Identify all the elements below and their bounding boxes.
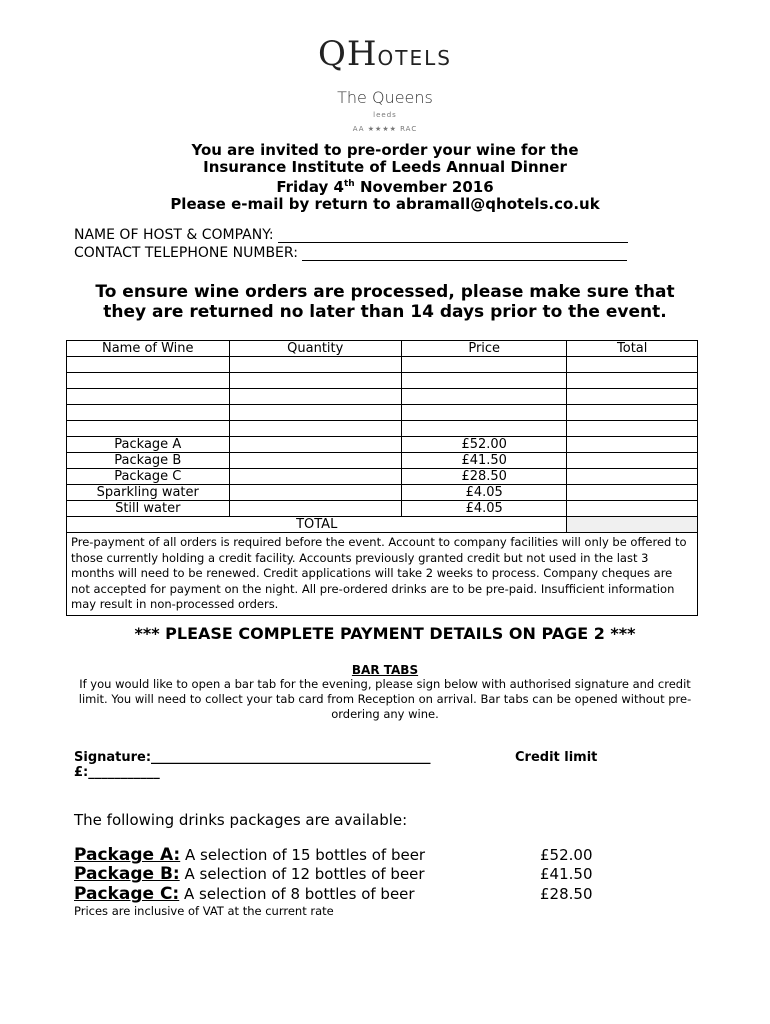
table-row (67, 373, 698, 389)
table-row (67, 437, 698, 453)
sparkling-water-total[interactable] (567, 485, 698, 501)
package-a-name: Package A (67, 437, 230, 453)
package-c-name: Package C (67, 469, 230, 485)
quantity-cell[interactable] (229, 421, 401, 437)
sparkling-water-price: £4.05 (401, 485, 566, 501)
wine-name-cell[interactable] (67, 421, 230, 437)
table-row (67, 421, 698, 437)
invite-line-1: You are invited to pre-order your wine for the (191, 141, 579, 159)
total-cell[interactable] (567, 357, 698, 373)
packages-intro: The following drinks packages are available: (74, 811, 408, 829)
total-cell[interactable] (567, 421, 698, 437)
table-row (67, 389, 698, 405)
still-water-price: £4.05 (401, 501, 566, 517)
hotel-logo (0, 34, 770, 133)
notice-line-1: To ensure wine orders are processed, please make sure that (95, 282, 675, 302)
table-row (67, 469, 698, 485)
sparkling-water-quantity[interactable] (229, 485, 401, 501)
table-row (67, 501, 698, 517)
invite-date-suffix: th (344, 179, 355, 189)
package-c-quantity[interactable] (229, 469, 401, 485)
package-a-price-text: £52.00 (540, 846, 593, 864)
package-c-title: Package C: (74, 884, 180, 904)
table-row (67, 405, 698, 421)
total-cell[interactable] (567, 389, 698, 405)
host-company-label: NAME OF HOST & COMPANY: (74, 227, 274, 243)
package-c-price: £28.50 (401, 469, 566, 485)
qhotels-logo-mark (318, 34, 452, 78)
header-quantity: Quantity (229, 341, 401, 357)
package-c-price-text: £28.50 (540, 885, 593, 903)
quantity-cell[interactable] (229, 389, 401, 405)
grand-total-cell[interactable] (567, 517, 698, 533)
package-a-total[interactable] (567, 437, 698, 453)
still-water-name: Still water (67, 501, 230, 517)
price-cell[interactable] (401, 357, 566, 373)
hotel-name: The Queens (337, 88, 433, 107)
package-a-quantity[interactable] (229, 437, 401, 453)
vat-note: Prices are inclusive of VAT at the current rate (74, 904, 334, 918)
signature-block (74, 750, 431, 780)
package-b-price-text: £41.50 (540, 865, 593, 883)
still-water-quantity[interactable] (229, 501, 401, 517)
amount-field[interactable]: £:___________ (74, 765, 160, 780)
logo-letter-h: H (346, 34, 378, 74)
notice-line-2: they are returned no later than 14 days prior to the event. (103, 302, 667, 322)
package-c-line (74, 884, 415, 904)
package-b-total[interactable] (567, 453, 698, 469)
host-company-field (74, 227, 628, 243)
quantity-cell[interactable] (229, 357, 401, 373)
invite-line-4: Please e-mail by return to abramall@qhotels.co.uk (170, 195, 600, 213)
sparkling-water-name: Sparkling water (67, 485, 230, 501)
package-a-price: £52.00 (401, 437, 566, 453)
payment-details-notice: *** PLEASE COMPLETE PAYMENT DETAILS ON PAGE 2 *** (134, 624, 636, 643)
table-row (67, 453, 698, 469)
invitation-heading (0, 142, 770, 213)
price-cell[interactable] (401, 373, 566, 389)
wine-name-cell[interactable] (67, 389, 230, 405)
price-cell[interactable] (401, 421, 566, 437)
invite-line-3 (0, 176, 770, 196)
terms-row (67, 533, 698, 616)
logo-letter-q: Q (318, 34, 347, 74)
invite-line-2: Insurance Institute of Leeds Annual Dinner (203, 158, 567, 176)
hotel-city: leeds (373, 111, 397, 119)
invite-date-day: Friday 4 (276, 178, 344, 196)
total-row (67, 517, 698, 533)
package-c-total[interactable] (567, 469, 698, 485)
package-c-desc: A selection of 8 bottles of beer (179, 885, 415, 903)
credit-limit-label: Credit limit (515, 750, 598, 765)
contact-phone-label: CONTACT TELEPHONE NUMBER: (74, 245, 298, 261)
contact-phone-input-line[interactable] (302, 246, 627, 261)
contact-phone-field (74, 245, 627, 261)
hotel-rating: AA ★★★★ RAC (352, 125, 418, 133)
package-b-line (74, 864, 425, 884)
price-cell[interactable] (401, 405, 566, 421)
package-a-title: Package A: (74, 845, 181, 865)
table-header-row (67, 341, 698, 357)
package-b-title: Package B: (74, 864, 180, 884)
package-a-desc: A selection of 15 bottles of beer (180, 846, 426, 864)
header-name-of-wine: Name of Wine (67, 341, 230, 357)
wine-order-table (66, 340, 698, 616)
signature-field[interactable]: Signature:___________________________________________ (74, 750, 431, 765)
package-b-name: Package B (67, 453, 230, 469)
package-a-line (74, 845, 425, 865)
table-row (67, 357, 698, 373)
quantity-cell[interactable] (229, 373, 401, 389)
bar-tabs-title: BAR TABS (351, 663, 419, 677)
quantity-cell[interactable] (229, 405, 401, 421)
package-b-desc: A selection of 12 bottles of beer (179, 865, 425, 883)
bar-tabs-text: If you would like to open a bar tab for the evening, please sign below with authorised signature and credit limit. You will need to collect your tab card from Reception on arrival. Bar tabs can be opened without pre-ordering any wine. (78, 677, 692, 721)
package-b-price: £41.50 (401, 453, 566, 469)
price-cell[interactable] (401, 389, 566, 405)
package-b-quantity[interactable] (229, 453, 401, 469)
return-deadline-notice (0, 282, 770, 322)
total-label: TOTAL (67, 517, 567, 533)
header-total: Total (567, 341, 698, 357)
invite-date-rest: November 2016 (354, 178, 494, 196)
wine-name-cell[interactable] (67, 357, 230, 373)
host-company-input-line[interactable] (278, 228, 628, 243)
logo-text-otels: OTELS (377, 46, 452, 70)
total-cell[interactable] (567, 405, 698, 421)
prepayment-terms: Pre-payment of all orders is required before the event. Account to company facilities will only be offered to those currently holding a credit facility. Accounts previously granted credit but not used in the last 3 months will need to be renewed. Credit applications will take 2 weeks to process. Company cheques are not accepted for payment on the night. All pre-ordered drinks are to be pre-paid. Insufficient information may result in non-processed orders. (67, 533, 698, 616)
header-price: Price (401, 341, 566, 357)
wine-name-cell[interactable] (67, 373, 230, 389)
still-water-total[interactable] (567, 501, 698, 517)
total-cell[interactable] (567, 373, 698, 389)
wine-name-cell[interactable] (67, 405, 230, 421)
table-row (67, 485, 698, 501)
